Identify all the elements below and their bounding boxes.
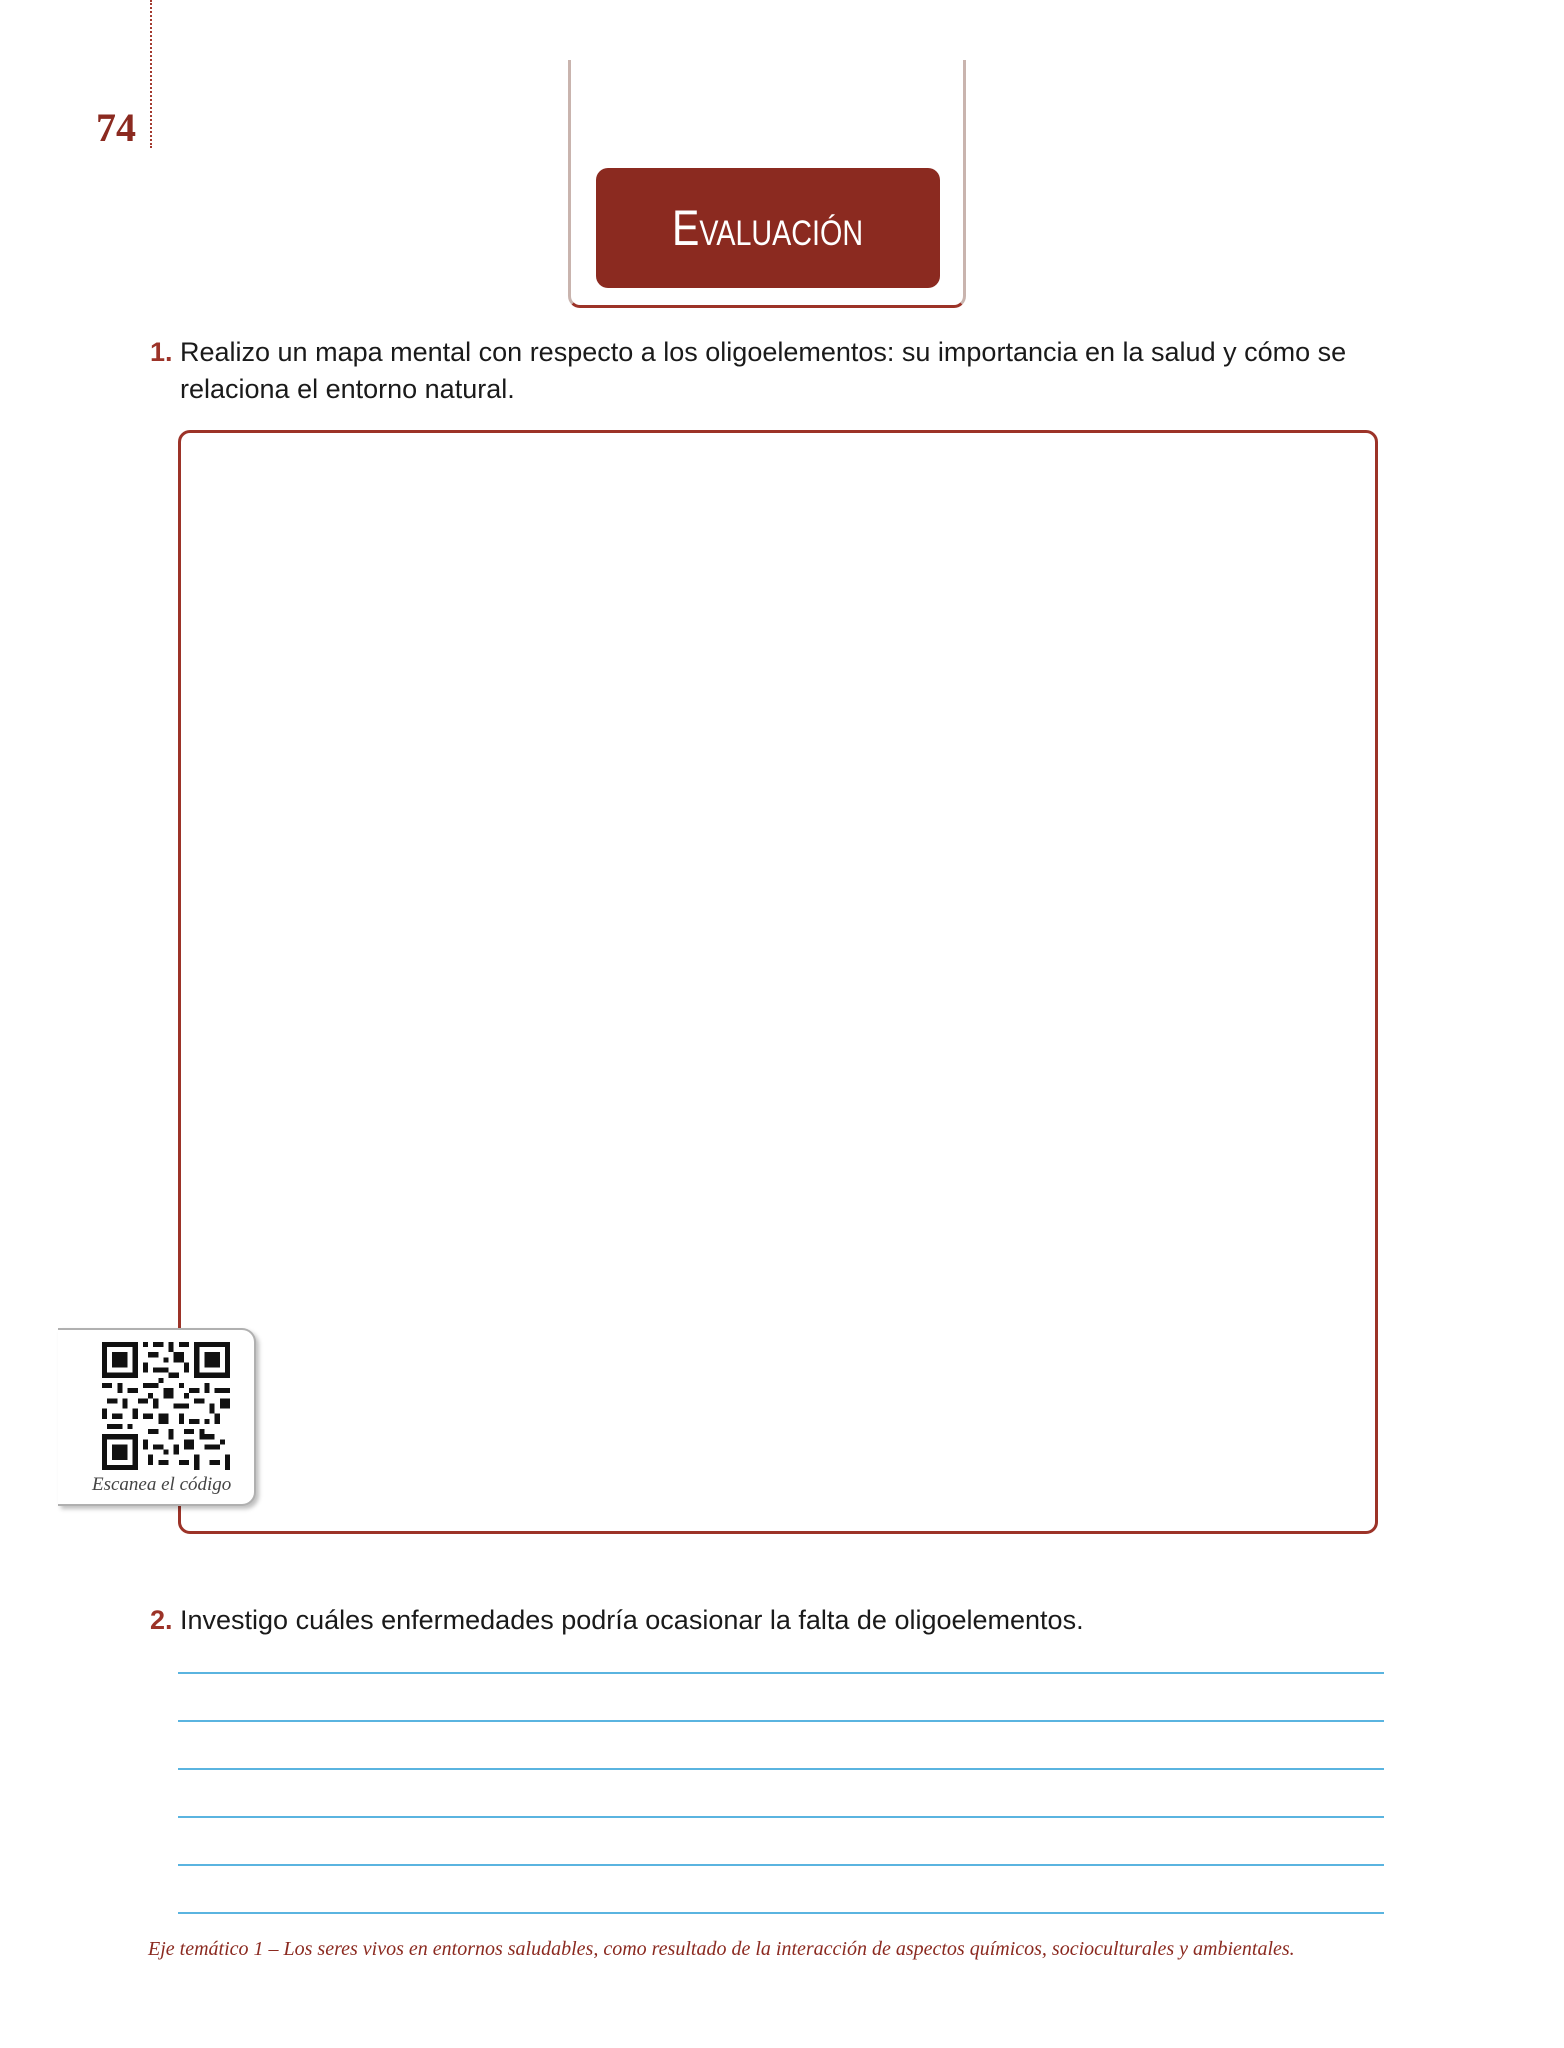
question-number: 2.	[150, 1605, 173, 1635]
page-title: Evaluación	[672, 200, 864, 256]
answer-line[interactable]	[178, 1816, 1384, 1818]
answer-line[interactable]	[178, 1912, 1384, 1914]
question-text: Realizo un mapa mental con respecto a los oligoelementos: su importancia en la salud y cómo se relaciona el entorno natural.	[180, 337, 1347, 404]
qr-code-icon[interactable]	[102, 1342, 230, 1470]
answer-line[interactable]	[178, 1864, 1384, 1866]
title-badge	[596, 168, 940, 288]
answer-line[interactable]	[178, 1768, 1384, 1770]
page-margin-divider	[150, 0, 152, 148]
question-text: Investigo cuáles enfermedades podría ocasionar la falta de oligoelementos.	[180, 1605, 1084, 1635]
qr-caption: Escanea el código	[92, 1474, 232, 1495]
answer-line[interactable]	[178, 1720, 1384, 1722]
question-2	[150, 1602, 1390, 1639]
question-number: 1.	[150, 337, 173, 367]
answer-lines[interactable]	[178, 1672, 1384, 1960]
mind-map-answer-box[interactable]	[178, 430, 1378, 1534]
qr-card[interactable]	[58, 1328, 256, 1506]
answer-line[interactable]	[178, 1672, 1384, 1674]
footer-caption: Eje temático 1 – Los seres vivos en entornos saludables, como resultado de la interacción de aspectos químicos, socioculturales y ambientales.	[148, 1938, 1295, 1960]
question-1	[150, 334, 1390, 408]
page-number: 74	[96, 105, 136, 150]
